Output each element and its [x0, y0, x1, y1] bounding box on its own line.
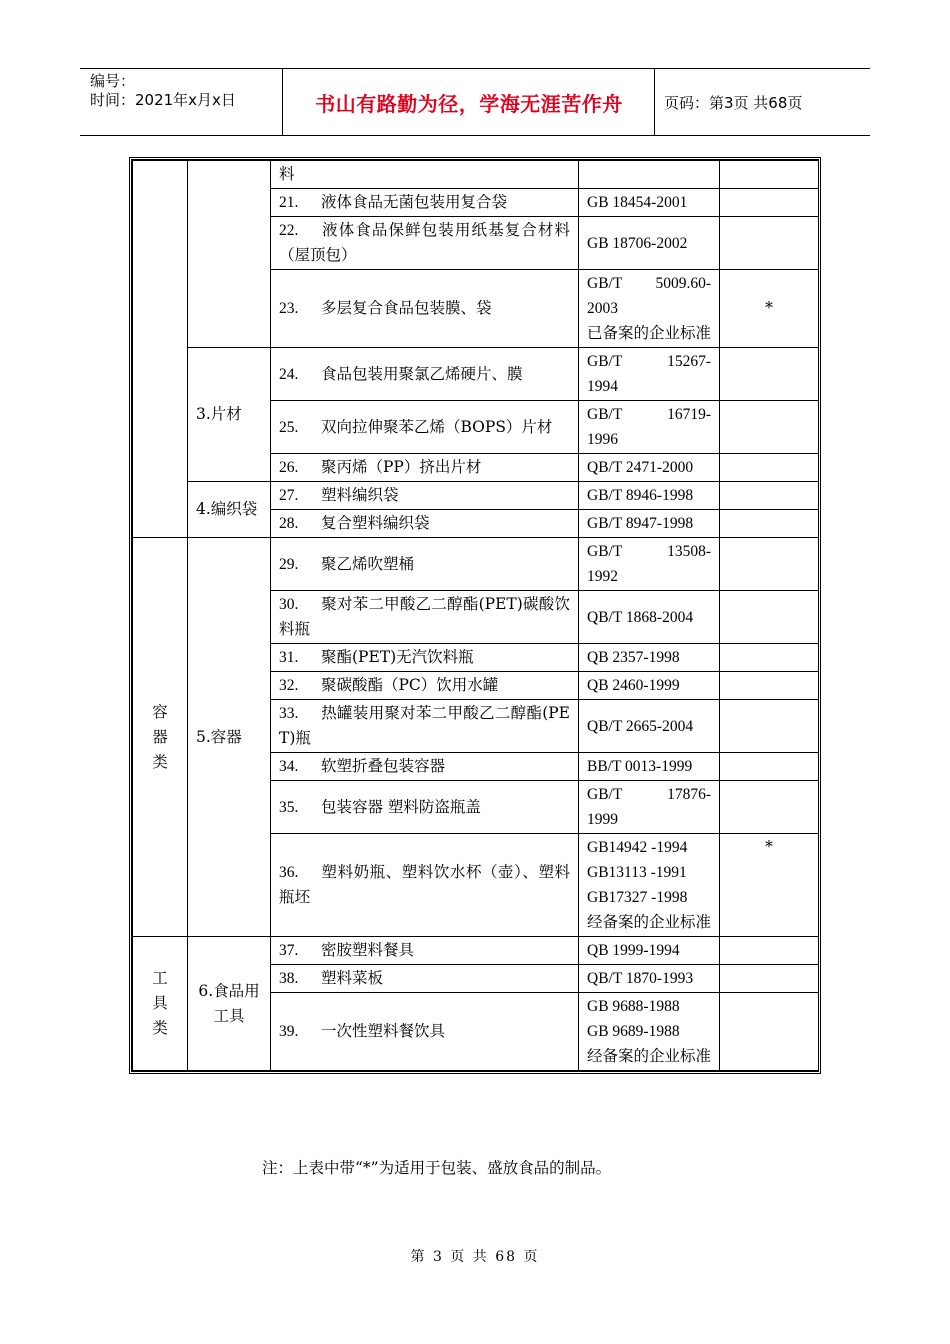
page-footer: 第 3 页 共 68 页 — [410, 1249, 540, 1265]
item-mark — [720, 217, 819, 270]
item-mark — [720, 454, 819, 482]
item-name: 37. 密胺塑料餐具 — [271, 937, 579, 965]
item-name: 32. 聚碳酸酯（PC）饮用水罐 — [271, 672, 579, 700]
item-name: 30. 聚对苯二甲酸乙二醇酯(PET)碳酸饮料瓶 — [271, 591, 579, 644]
item-standard: GB 18454-2001 — [579, 189, 720, 217]
item-standard: GB14942 -1994 GB13113 -1991 GB17327 -1998 经备案的企业标准 — [579, 834, 720, 937]
item-standard — [579, 161, 720, 189]
subcategory-cell: 4.编织袋 — [188, 482, 271, 538]
item-mark: * — [720, 270, 819, 348]
table-note: 注：上表中带“*”为适用于包装、盛放食品的制品。 — [262, 1159, 612, 1177]
item-mark — [720, 937, 819, 965]
item-name: 36. 塑料奶瓶、塑料饮水杯（壶）、塑料瓶坯 — [271, 834, 579, 937]
item-name: 22. 液体食品保鲜包装用纸基复合材料（屋顶包） — [271, 217, 579, 270]
item-standard: QB/T 1870-1993 — [579, 965, 720, 993]
item-name: 28. 复合塑料编织袋 — [271, 510, 579, 538]
category-cell — [133, 161, 188, 538]
header-motto: 书山有路勤为径，学海无涯苦作舟 — [315, 91, 623, 116]
header-divider — [654, 69, 655, 135]
subcategory-cell — [188, 161, 271, 348]
table-row — [133, 161, 819, 189]
item-standard: BB/T 0013-1999 — [579, 753, 720, 781]
item-name: 33. 热罐装用聚对苯二甲酸乙二醇酯(PET)瓶 — [271, 700, 579, 753]
item-mark — [720, 591, 819, 644]
item-standard: GB 18706-2002 — [579, 217, 720, 270]
item-mark — [720, 644, 819, 672]
item-name: 24. 食品包装用聚氯乙烯硬片、膜 — [271, 348, 579, 401]
table-row — [133, 482, 819, 510]
item-mark — [720, 672, 819, 700]
item-mark — [720, 510, 819, 538]
item-mark — [720, 482, 819, 510]
item-name: 23. 多层复合食品包装膜、袋 — [271, 270, 579, 348]
subcategory-cell: 5.容器 — [188, 538, 271, 937]
item-mark: * — [720, 834, 819, 937]
item-name: 料 — [271, 161, 579, 189]
item-standard: GB/T 8947-1998 — [579, 510, 720, 538]
item-name: 34. 软塑折叠包装容器 — [271, 753, 579, 781]
item-standard: QB/T 2665-2004 — [579, 700, 720, 753]
item-name: 35. 包装容器 塑料防盗瓶盖 — [271, 781, 579, 834]
item-mark — [720, 161, 819, 189]
table-row — [133, 538, 819, 591]
item-mark — [720, 993, 819, 1071]
item-mark — [720, 781, 819, 834]
subcategory-cell: 3.片材 — [188, 348, 271, 482]
header-info — [90, 72, 236, 110]
item-name: 27. 塑料编织袋 — [271, 482, 579, 510]
item-mark — [720, 401, 819, 454]
item-standard: QB/T 2471-2000 — [579, 454, 720, 482]
time-label: 时间：2021年x月x日 — [90, 91, 236, 109]
item-mark — [720, 538, 819, 591]
item-name: 21. 液体食品无菌包装用复合袋 — [271, 189, 579, 217]
header-page-label: 页码：第3页 共68页 — [664, 93, 803, 112]
item-standard: GB/T 15267- 1994 — [579, 348, 720, 401]
item-name: 26. 聚丙烯（PP）挤出片材 — [271, 454, 579, 482]
item-mark — [720, 753, 819, 781]
page-header — [80, 68, 870, 136]
subcategory-cell: 6.食品用工具 — [188, 937, 271, 1071]
standards-table — [129, 157, 821, 1074]
item-name: 38. 塑料菜板 — [271, 965, 579, 993]
item-standard: GB/T 17876- 1999 — [579, 781, 720, 834]
item-standard: QB 1999-1994 — [579, 937, 720, 965]
item-mark — [720, 189, 819, 217]
item-name: 29. 聚乙烯吹塑桶 — [271, 538, 579, 591]
serial-label: 编号： — [90, 72, 136, 90]
item-standard: GB/T 13508- 1992 — [579, 538, 720, 591]
item-standard: GB/T 8946-1998 — [579, 482, 720, 510]
item-standard: QB/T 1868-2004 — [579, 591, 720, 644]
item-standard: GB 9688-1988 GB 9689-1988 经备案的企业标准 — [579, 993, 720, 1071]
table-row — [133, 348, 819, 401]
category-cell: 容器类 — [133, 538, 188, 937]
item-standard: GB/T 5009.60- 2003 已备案的企业标准 — [579, 270, 720, 348]
item-name: 31. 聚酯(PET)无汽饮料瓶 — [271, 644, 579, 672]
category-cell: 工具类 — [133, 937, 188, 1071]
item-name: 25. 双向拉伸聚苯乙烯（BOPS）片材 — [271, 401, 579, 454]
item-name: 39. 一次性塑料餐饮具 — [271, 993, 579, 1071]
item-standard: QB 2460-1999 — [579, 672, 720, 700]
table-row — [133, 937, 819, 965]
item-standard: QB 2357-1998 — [579, 644, 720, 672]
item-mark — [720, 348, 819, 401]
item-mark — [720, 965, 819, 993]
item-mark — [720, 700, 819, 753]
item-standard: GB/T 16719- 1996 — [579, 401, 720, 454]
